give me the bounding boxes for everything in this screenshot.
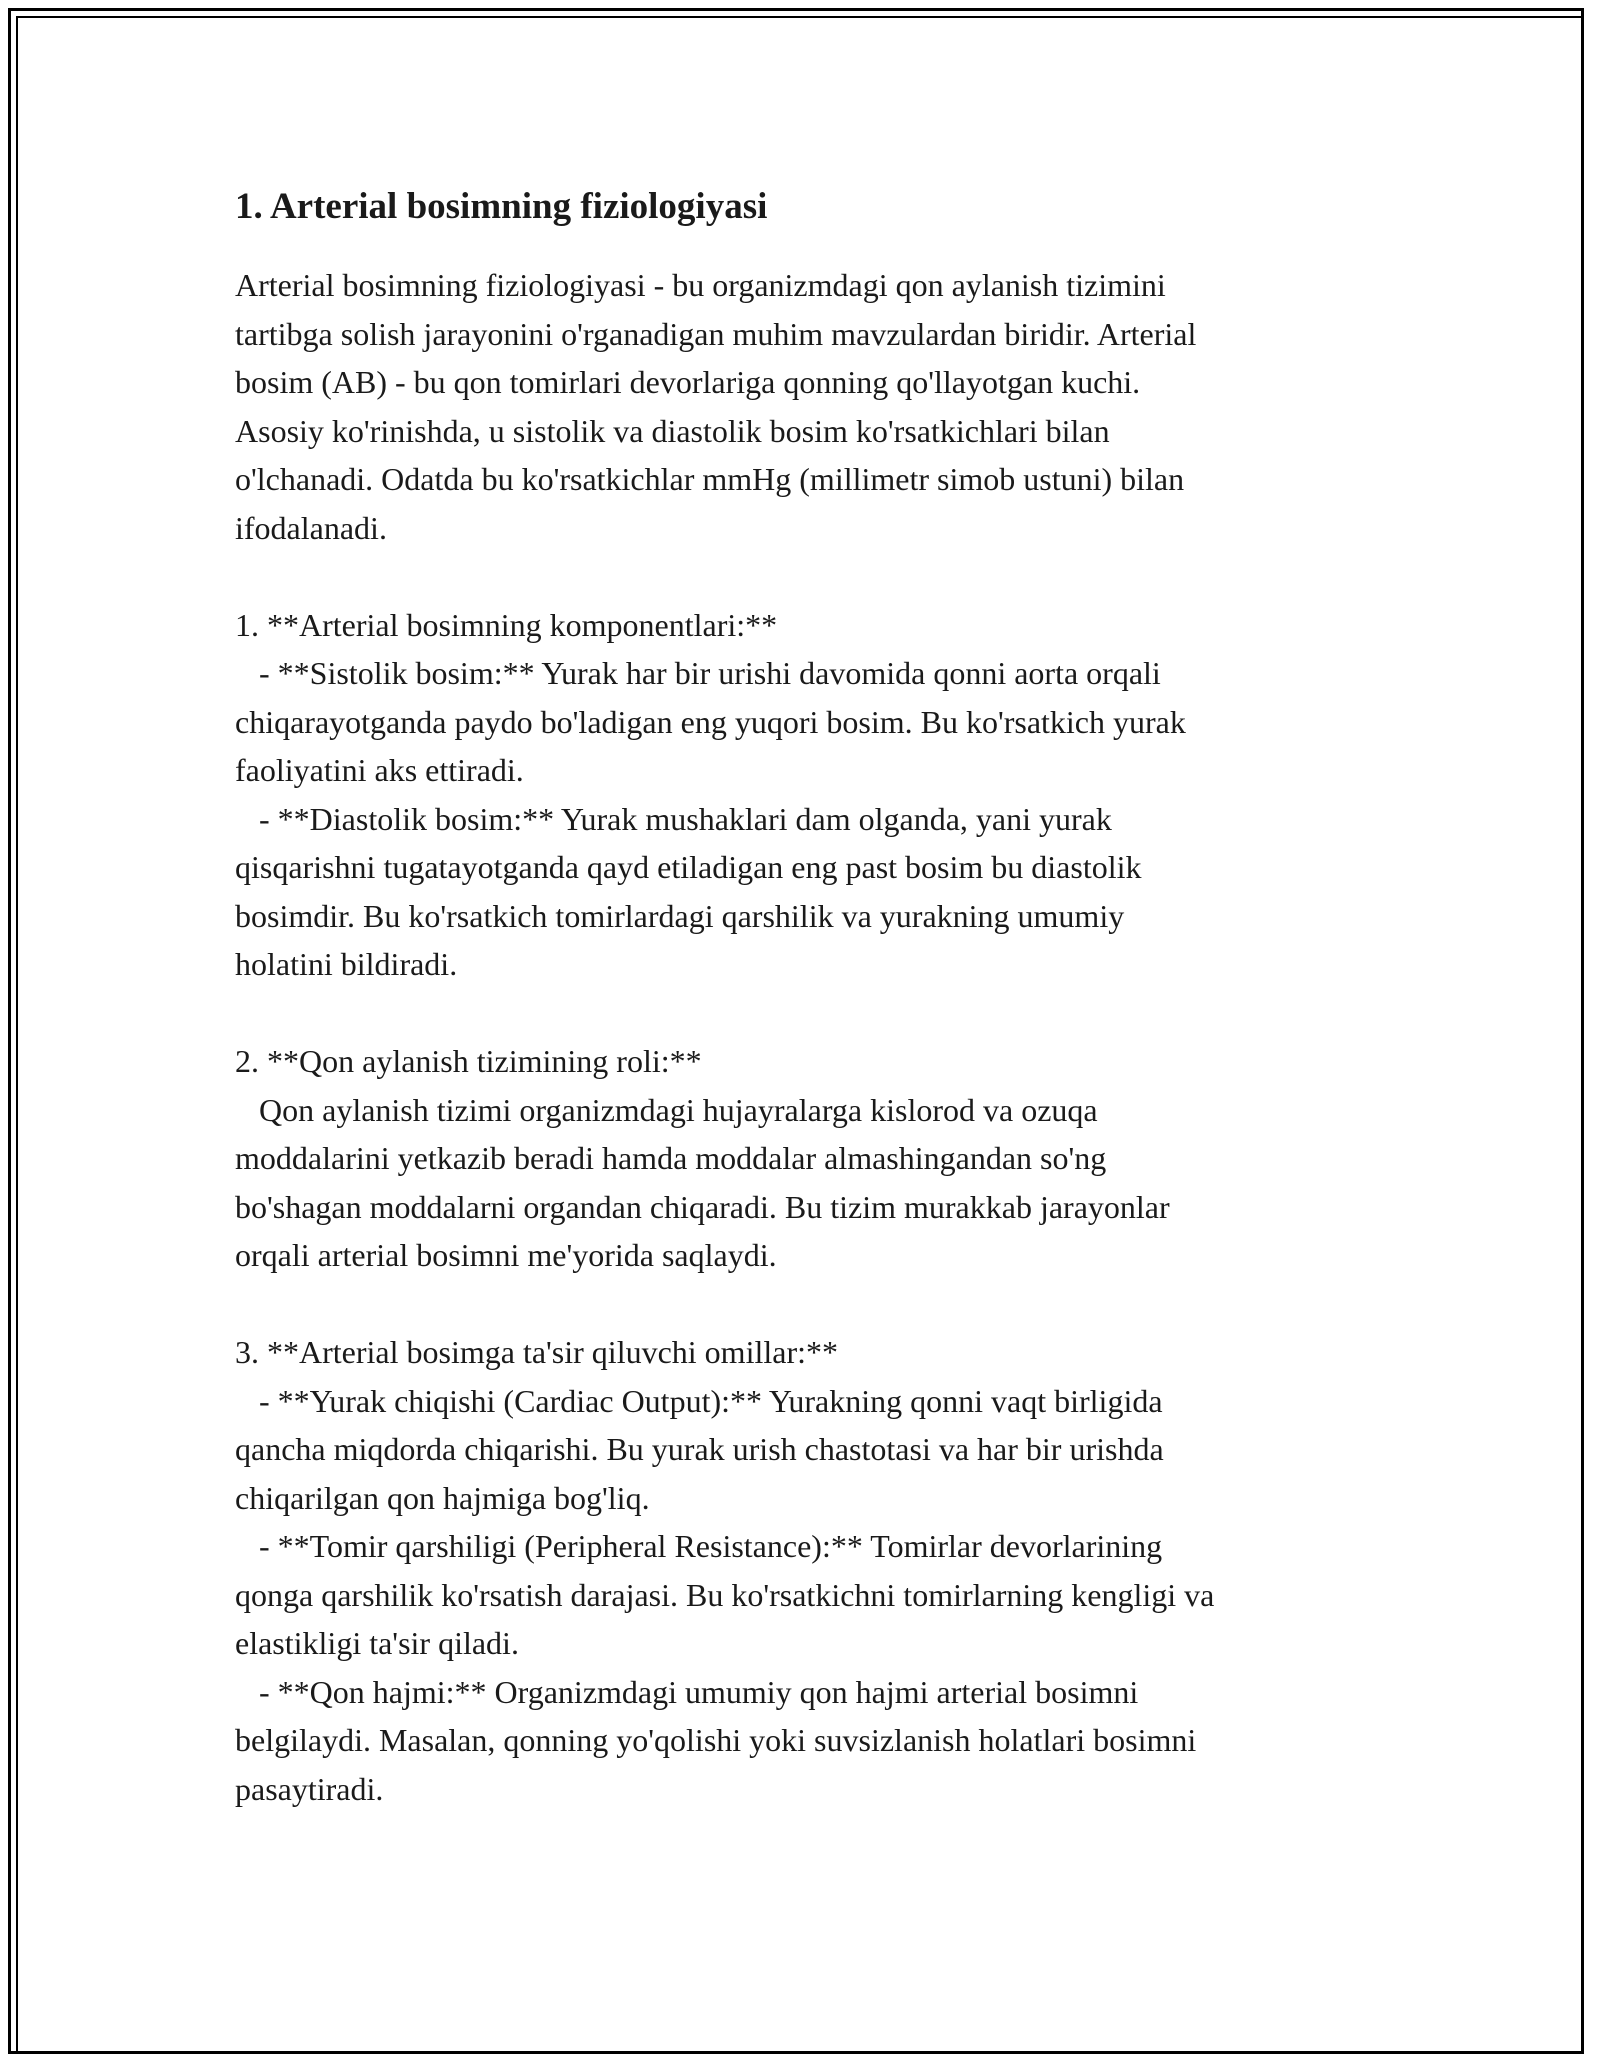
text-line: o'lchanadi. Odatda bu ko'rsatkichlar mmHg (millimetr simob ustuni) bilan [235,461,1185,498]
text-line: chiqarayotganda paydo bo'ladigan eng yuqori bosim. Bu ko'rsatkich yurak [235,703,1186,740]
text-line: - **Qon hajmi:** Organizmdagi umumiy qon hajmi arterial bosimni [235,1673,1139,1710]
text-line: moddalarini yetkazib beradi hamda moddalar almashingandan so'ng [235,1140,1107,1177]
text-line: chiqarilgan qon hajmiga bog'liq. [235,1479,650,1516]
text-line: bo'shagan moddalarni organdan chiqaradi. Bu tizim murakkab jarayonlar [235,1188,1170,1225]
text-line: 3. **Arterial bosimga ta'sir qiluvchi omillar:** [235,1334,838,1371]
text-line: bosimdir. Bu ko'rsatkich tomirlardagi qarshilik va yurakning umumiy [235,897,1125,934]
document-body [235,185,1375,1813]
paragraph-gap [235,552,1375,601]
text-line: belgilaydi. Masalan, qonning yo'qolishi yoki suvsizlanish holatlari bosimni [235,1722,1197,1759]
text-line: orqali arterial bosimni me'yorida saqlaydi. [235,1237,777,1274]
paragraph-gap [235,1280,1375,1329]
text-line: Arterial bosimning fiziologiyasi - bu organizmdagi qon aylanish tizimini [235,267,1166,304]
text-line: Asosiy ko'rinishda, u sistolik va diastolik bosim ko'rsatkichlari bilan [235,412,1110,449]
text-line: 1. **Arterial bosimning komponentlari:** [235,606,778,643]
text-line: bosim (AB) - bu qon tomirlari devorlariga qonning qo'llayotgan kuchi. [235,364,1141,401]
document-text [235,261,1375,1813]
text-line: holatini bildiradi. [235,946,458,983]
text-line: elastikligi ta'sir qiladi. [235,1625,519,1662]
text-line: ifodalanadi. [235,509,387,546]
text-line: - **Tomir qarshiligi (Peripheral Resistance):** Tomirlar devorlarining [235,1528,1163,1565]
document-title: 1. Arterial bosimning fiziologiyasi [235,186,768,227]
text-line: - **Sistolik bosim:** Yurak har bir urishi davomida qonni aorta orqali [235,655,1161,692]
text-line: qonga qarshilik ko'rsatish darajasi. Bu ko'rsatkichni tomirlarning kengligi va [235,1576,1215,1613]
paragraph-gap [235,989,1375,1038]
text-line: qancha miqdorda chiqarishi. Bu yurak urish chastotasi va har bir urishda [235,1431,1164,1468]
text-line: tartibga solish jarayonini o'rganadigan muhim mavzulardan biridir. Arterial [235,315,1197,352]
text-line: Qon aylanish tizimi organizmdagi hujayralarga kislorod va ozuqa [235,1091,1098,1128]
text-line: pasaytiradi. [235,1770,384,1807]
text-line: qisqarishni tugatayotganda qayd etiladigan eng past bosim bu diastolik [235,849,1142,886]
text-line: 2. **Qon aylanish tizimining roli:** [235,1043,702,1080]
text-line: - **Diastolik bosim:** Yurak mushaklari dam olganda, yani yurak [235,800,1112,837]
text-line: - **Yurak chiqishi (Cardiac Output):** Yurakning qonni vaqt birligida [235,1382,1163,1419]
text-line: faoliyatini aks ettiradi. [235,752,524,789]
